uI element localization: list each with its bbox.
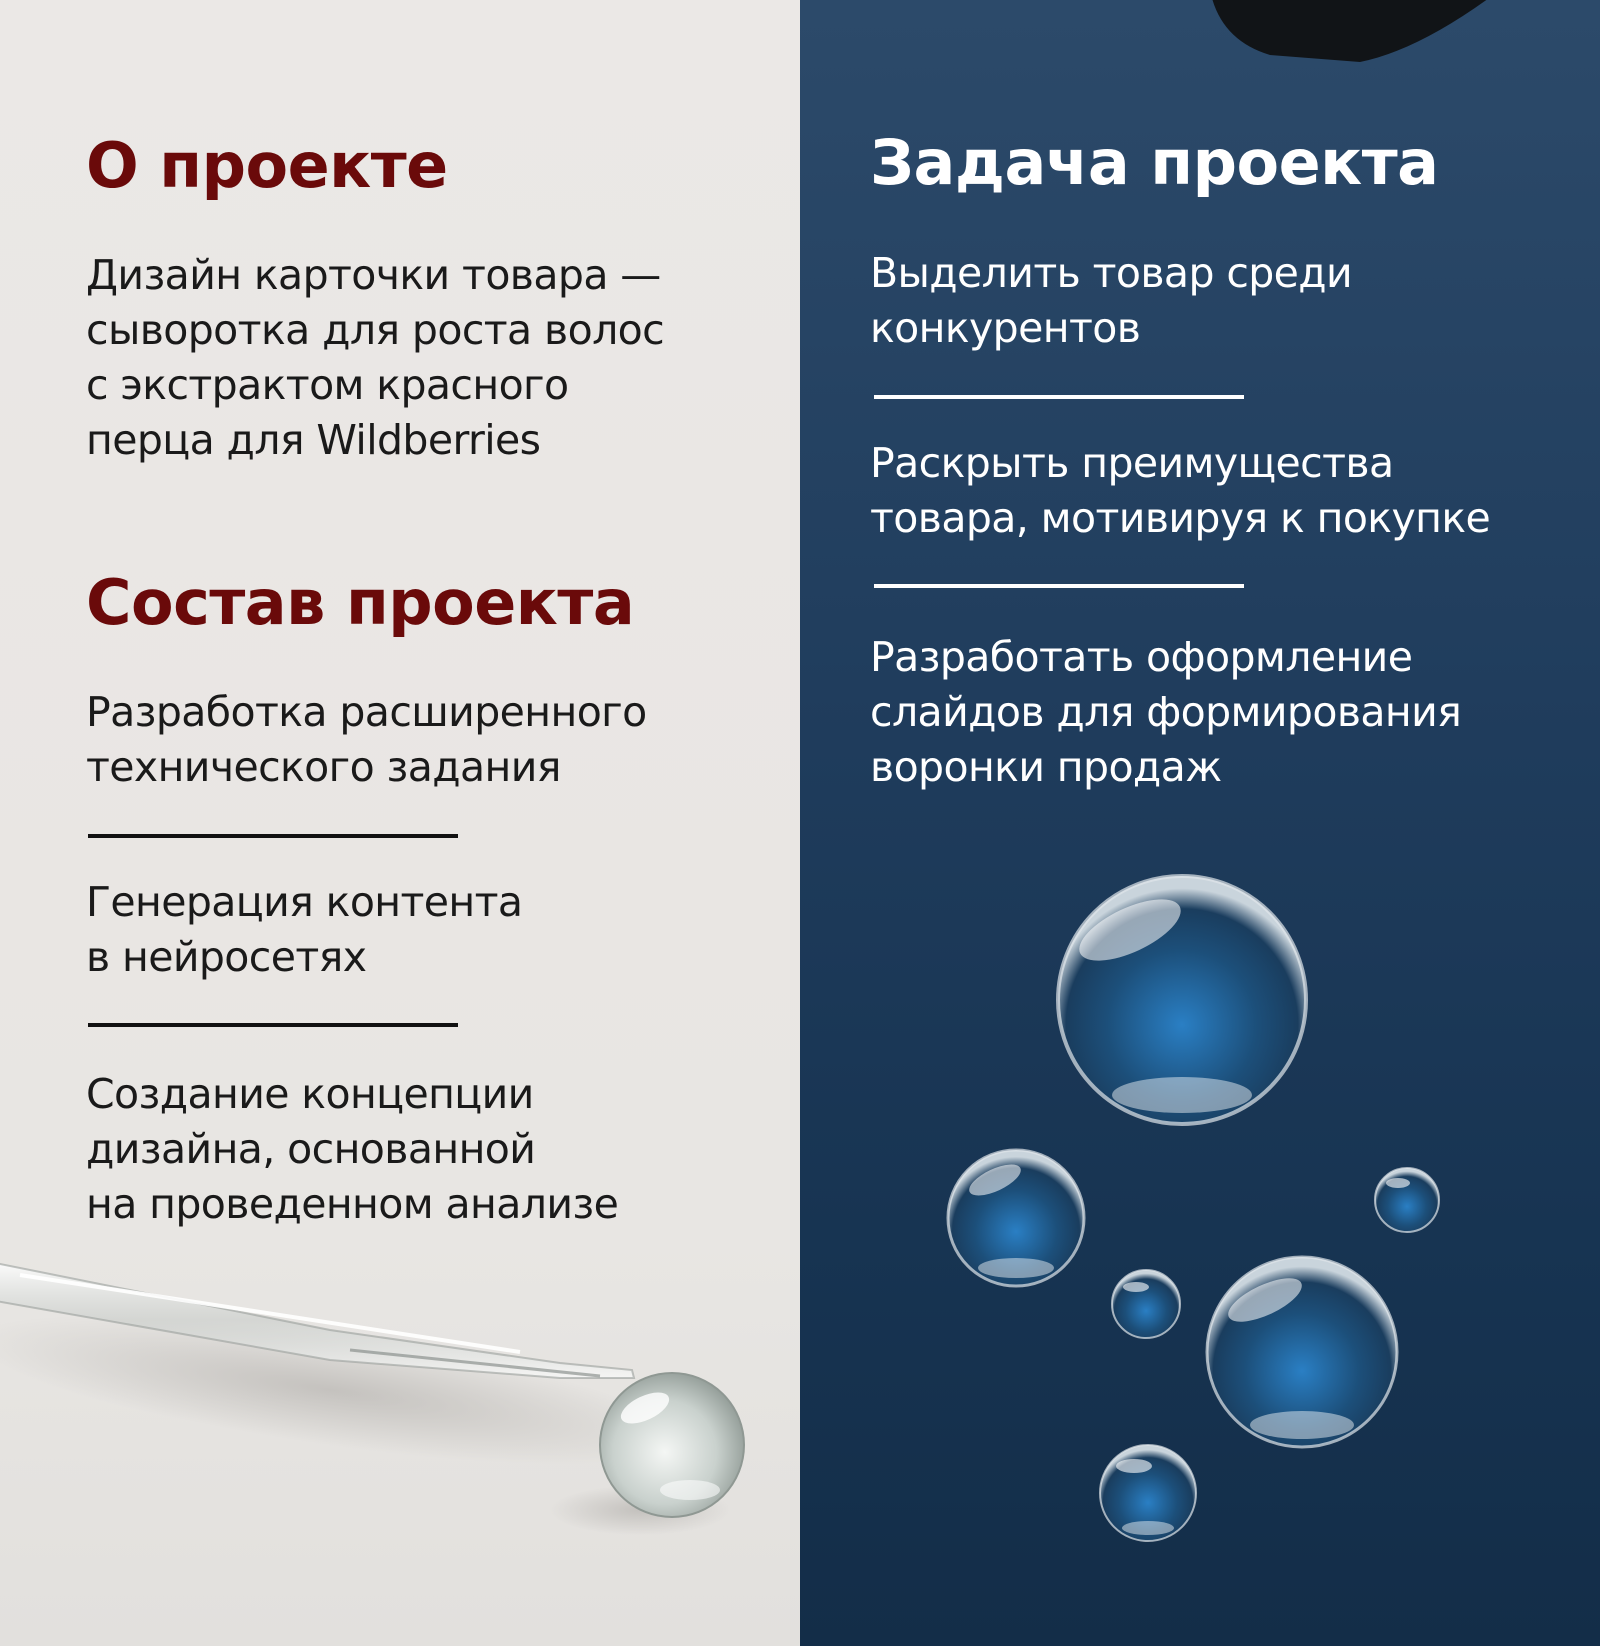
task-item [870,436,1490,546]
droplet [948,1150,1084,1286]
composition-heading: Состав проекта [86,566,635,639]
about-description [86,248,664,468]
droplet [1207,1257,1397,1447]
about-line: Дизайн карточки товара — [86,251,661,299]
composition-item-line: Разработка расширенного [86,688,647,736]
composition-item-line: Создание концепции [86,1070,534,1118]
droplet [1112,1270,1180,1338]
about-line: сыворотка для роста волос [86,306,665,354]
divider [88,1023,458,1027]
task-heading: Задача проекта [870,126,1439,199]
composition-item-line: технического задания [86,743,561,791]
task-item-line: Выделить товар среди [870,249,1353,297]
right-panel [800,0,1600,1646]
composition-item [86,685,647,795]
task-item [870,246,1352,356]
droplet [1058,876,1306,1124]
composition-item-line: в нейросетях [86,933,367,981]
composition-item [86,1067,618,1232]
task-item-line: слайдов для формирования [870,688,1462,736]
task-item-line: конкурентов [870,304,1141,352]
about-line: с экстрактом красного [86,361,569,409]
composition-item-line: на проведенном анализе [86,1180,619,1228]
task-item-line: Раскрыть преимущества [870,439,1394,487]
droplet [1100,1445,1196,1541]
task-item-line: воронки продаж [870,743,1222,791]
divider [874,584,1244,588]
composition-item-line: Генерация контента [86,878,523,926]
task-item-line: товара, мотивируя к покупке [870,494,1491,542]
about-line: перца для Wildberries [86,416,541,464]
droplet [1375,1168,1439,1232]
task-item-line: Разработать оформление [870,633,1413,681]
about-heading: О проекте [86,129,448,202]
task-item [870,630,1461,795]
divider [874,395,1244,399]
composition-item [86,875,522,985]
composition-item-line: дизайна, основанной [86,1125,536,1173]
divider [88,834,458,838]
